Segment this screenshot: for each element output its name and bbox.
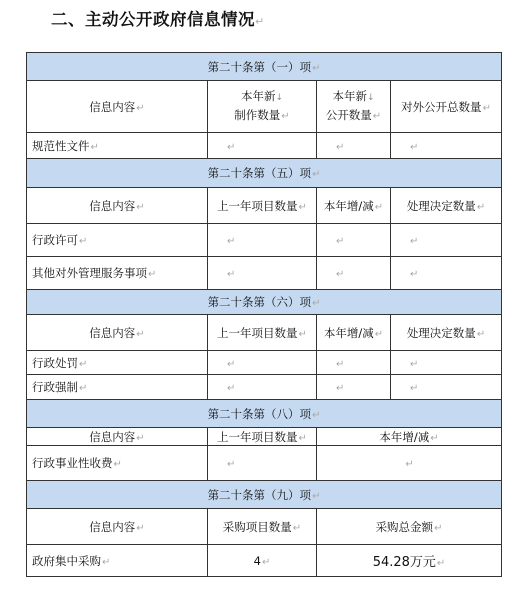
section-header-20-8: 第二十条第（八）项↵ [27,400,502,428]
table-row: 行政许可↵ ↵ ↵ ↵ [27,224,502,257]
section-header-20-9: 第二十条第（九）项↵ [27,481,502,509]
table-row: 政府集中采购↵ 4↵ 54.28万元↵ [27,545,502,577]
purchase-amount-value: 54.28万元 [372,555,436,570]
col-header-new-made-l1: 本年新 [240,89,276,103]
col-header-new-made-l2: 制作数量 [234,108,281,122]
table-header-row: 信息内容↵ 上一年项目数量↵ 本年增/减↵ [27,428,502,446]
table-row: 行政处罚↵ ↵ ↵ ↵ [27,351,502,375]
section-title: 第二十条第（一）项 [207,59,312,74]
section-title: 第二十条第（九）项 [207,487,312,502]
section-title: 第二十条第（八）项 [207,406,312,421]
col-header-decision: 处理决定数量 [406,198,476,213]
col-header-last-year: 上一年项目数量 [217,429,298,444]
row-label: 其他对外管理服务事项 [32,266,147,280]
section-header-20-6: 第二十条第（六）项↵ [27,290,502,315]
row-label: 行政处罚 [32,355,78,370]
page-title: 二、主动公开政府信息情况↵ [51,10,265,29]
col-header-change: 本年增/减 [323,198,374,213]
col-header-last-year: 上一年项目数量 [217,325,298,340]
col-header-purchase-amount: 采购总金额 [375,519,434,534]
col-header-new-pub-l2: 公开数量 [325,108,372,122]
row-label: 政府集中采购 [32,553,101,568]
section-title: 第二十条第（六）项 [207,295,312,309]
col-header-new-pub-l1: 本年新 [332,89,367,103]
row-label: 行政事业性收费 [32,456,113,470]
table-row: 其他对外管理服务事项↵ ↵ ↵ ↵ [27,257,502,290]
col-header-total: 对外公开总数量 [401,99,482,114]
col-header-change: 本年增/减 [379,429,430,444]
col-header-change: 本年增/减 [323,325,374,340]
row-label: 行政许可 [32,233,78,247]
table-row: 规范性文件↵ ↵ ↵ ↵ [27,133,502,159]
col-header-info: 信息内容 [89,99,136,114]
table-row: 行政事业性收费↵ ↵ ↵ [27,446,502,481]
table-header-row: 信息内容↵ 上一年项目数量↵ 本年增/减↵ 处理决定数量↵ [27,315,502,351]
table-row: 行政强制↵ ↵ ↵ ↵ [27,375,502,400]
col-header-info: 信息内容 [89,325,136,340]
table-header-row: 信息内容↵ 本年新↓ 制作数量↵ 本年新↓ 公开数量↵ 对外公开总数量↵ [27,81,502,133]
purchase-count-value: 4 [253,553,261,568]
disclosure-table [26,52,502,577]
table-header-row: 信息内容↵ 上一年项目数量↵ 本年增/减↵ 处理决定数量↵ [27,188,502,224]
row-label: 行政强制 [32,380,78,394]
section-title: 第二十条第（五）项 [207,166,312,180]
section-header-20-1: 第二十条第（一）项↵ [27,53,502,81]
row-label: 规范性文件 [32,138,90,153]
table-header-row: 信息内容↵ 采购项目数量↵ 采购总金额↵ [27,509,502,545]
section-header-20-5: 第二十条第（五）项↵ [27,159,502,188]
col-header-purchase-count: 采购项目数量 [222,519,292,534]
col-header-info: 信息内容 [89,519,136,534]
col-header-decision: 处理决定数量 [406,325,476,340]
col-header-info: 信息内容 [89,198,136,213]
col-header-info: 信息内容 [89,429,136,444]
col-header-last-year: 上一年项目数量 [217,198,298,213]
